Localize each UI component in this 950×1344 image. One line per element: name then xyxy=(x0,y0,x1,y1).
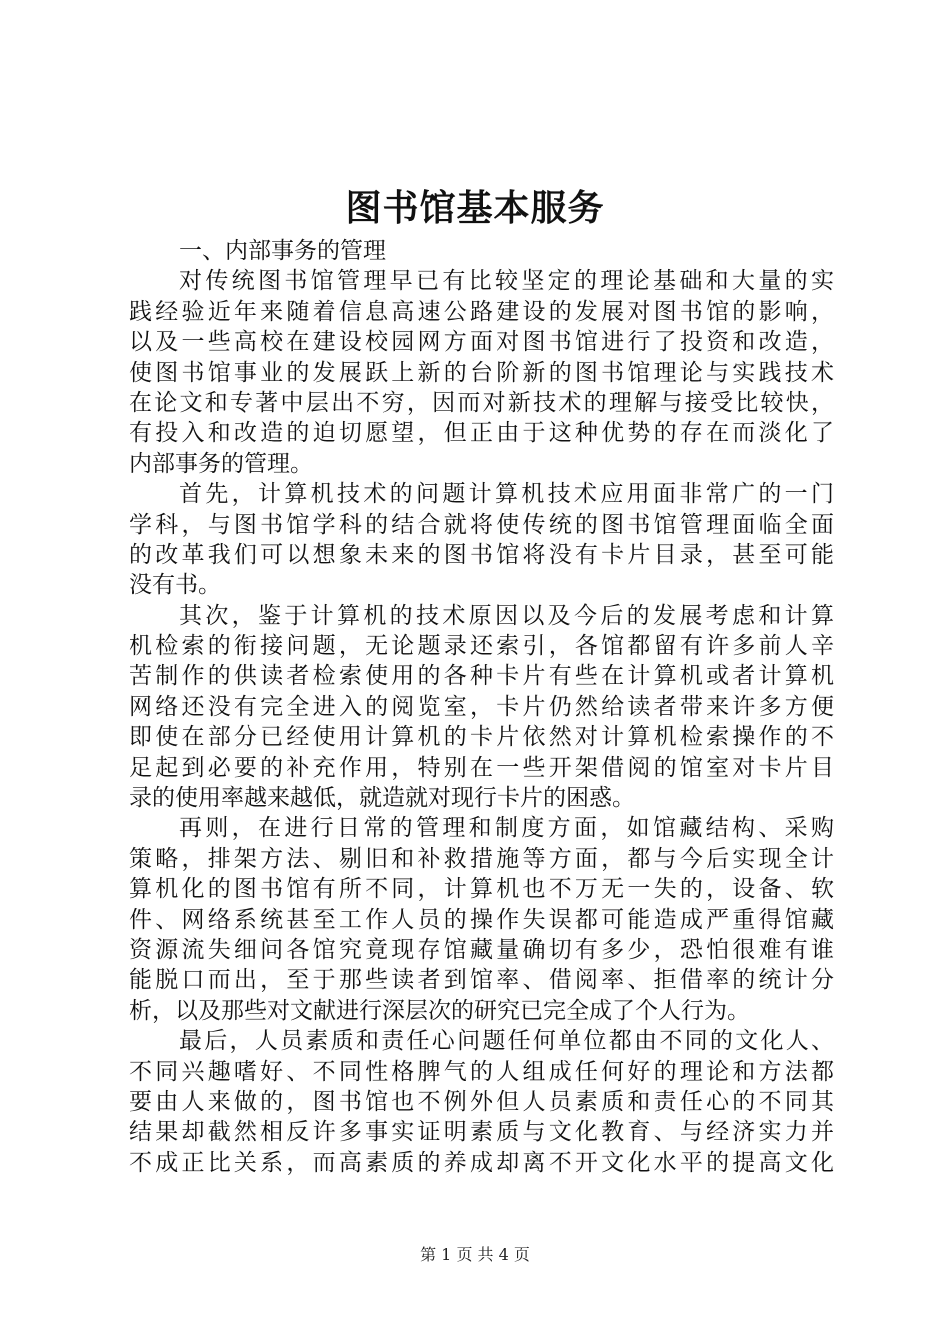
paragraph-4-line: 资源流失细问各馆究竟现存馆藏量确切有多少，恐怕很难有谁 xyxy=(129,936,834,963)
paragraph-5-line: 要由人来做的，图书馆也不例外但人员素质和责任心的不同其 xyxy=(129,1088,834,1115)
paragraph-3-line: 录的使用率越来越低，就造就对现行卡片的困惑。 xyxy=(129,785,635,812)
paragraph-4-line: 件、网络系统甚至工作人员的操作失误都可能造成严重得馆藏 xyxy=(129,906,834,933)
section-heading: 一、内部事务的管理 xyxy=(179,238,386,264)
paragraph-1-line: 使图书馆事业的发展跃上新的台阶新的图书馆理论与实践技术 xyxy=(129,359,834,386)
paragraph-5-line: 不成正比关系，而高素质的养成却离不开文化水平的提高文化 xyxy=(129,1149,834,1176)
paragraph-2-line: 学科，与图书馆学科的结合就将使传统的图书馆管理面临全面 xyxy=(129,511,834,538)
paragraph-4-line: 析，以及那些对文献进行深层次的研究已完全成了个人行为。 xyxy=(129,997,750,1024)
paragraph-4-line: 策略，排架方法、剔旧和补救措施等方面，都与今后实现全计 xyxy=(129,845,834,872)
paragraph-5-line: 结果却截然相反许多事实证明素质与文化教育、与经济实力并 xyxy=(129,1119,834,1146)
paragraph-3-line: 网络还没有完全进入的阅览室，卡片仍然给读者带来许多方便 xyxy=(129,693,834,720)
document-body xyxy=(129,236,834,1178)
paragraph-2-line: 没有书。 xyxy=(129,572,221,599)
document-title: 图书馆基本服务 xyxy=(345,187,605,229)
paragraph-1-line: 有投入和改造的迫切愿望，但正由于这种优势的存在而淡化了 xyxy=(129,420,834,447)
paragraph-5-line: 不同兴趣嗜好、不同性格脾气的人组成任何好的理论和方法都 xyxy=(129,1058,834,1085)
paragraph-5-line: 最后，人员素质和责任心问题任何单位都由不同的文化人、 xyxy=(179,1028,834,1055)
paragraph-1-line: 以及一些高校在建设校园网方面对图书馆进行了投资和改造， xyxy=(129,329,834,356)
paragraph-2-line: 的改革我们可以想象未来的图书馆将没有卡片目录，甚至可能 xyxy=(129,541,834,568)
paragraph-4-line: 能脱口而出，至于那些读者到馆率、借阅率、拒借率的统计分 xyxy=(129,967,834,994)
paragraph-4-line: 算机化的图书馆有所不同，计算机也不万无一失的，设备、软 xyxy=(129,876,834,903)
paragraph-3-line: 机检索的衔接问题，无论题录还索引，各馆都留有许多前人辛 xyxy=(129,633,834,660)
paragraph-1-line: 在论文和专著中层出不穷，因而对新技术的理解与接受比较快， xyxy=(129,389,834,416)
paragraph-3-line: 即使在部分已经使用计算机的卡片依然对计算机检索操作的不 xyxy=(129,724,834,751)
paragraph-3-line: 其次，鉴于计算机的技术原因以及今后的发展考虑和计算 xyxy=(179,602,834,629)
paragraph-3-line: 足起到必要的补充作用，特别在一些开架借阅的馆室对卡片目 xyxy=(129,754,834,781)
paragraph-1-line: 对传统图书馆管理早已有比较坚定的理论基础和大量的实 xyxy=(179,268,834,295)
paragraph-1-line: 践经验近年来随着信息高速公路建设的发展对图书馆的影响， xyxy=(129,298,834,325)
paragraph-2-line: 首先，计算机技术的问题计算机技术应用面非常广的一门 xyxy=(179,481,834,508)
paragraph-3-line: 苦制作的供读者检索使用的各种卡片有些在计算机或者计算机 xyxy=(129,663,834,690)
paragraph-4-line: 再则，在进行日常的管理和制度方面，如馆藏结构、采购 xyxy=(179,815,834,842)
page-footer: 第 1 页 共 4 页 xyxy=(420,1245,530,1264)
paragraph-1-line: 内部事务的管理。 xyxy=(129,450,313,477)
